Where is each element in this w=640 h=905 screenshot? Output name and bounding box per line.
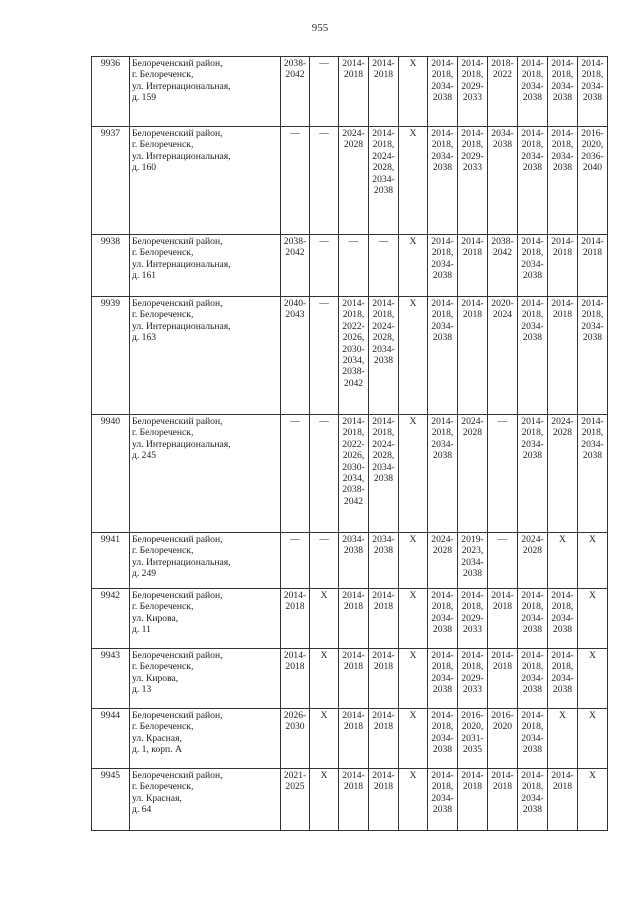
period-cell: 2014- 2018, 2034- 2038 bbox=[518, 769, 548, 831]
period-cell: 2014- 2018, 2034- 2038 bbox=[518, 235, 548, 297]
address-line: д. 249 bbox=[132, 568, 157, 580]
period-cell: 2014- 2018, 2024- 2028, 2034- 2038 bbox=[369, 127, 399, 235]
period-cell: — bbox=[310, 297, 339, 415]
period-cell: 2014- 2018, 2029- 2033 bbox=[458, 57, 488, 127]
period-cell: X bbox=[578, 533, 608, 589]
period-cell: 2016- 2020, 2031- 2035 bbox=[458, 709, 488, 769]
period-cell: 2034- 2038 bbox=[488, 127, 518, 235]
period-cell: 2014- 2018, 2029- 2033 bbox=[458, 649, 488, 709]
period-cell: 2014- 2018, 2034- 2038 bbox=[518, 649, 548, 709]
period-cell: — bbox=[281, 127, 310, 235]
period-cell: 2014- 2018, 2029- 2033 bbox=[458, 127, 488, 235]
period-cell: 2014- 2018 bbox=[548, 769, 578, 831]
period-cell: 2014- 2018 bbox=[488, 769, 518, 831]
address-line: г. Белореченск, bbox=[132, 139, 194, 151]
period-cell: 2034- 2038 bbox=[339, 533, 369, 589]
table-row bbox=[92, 57, 608, 127]
period-cell: 2014- 2018 bbox=[339, 57, 369, 127]
address-line: д. 11 bbox=[132, 624, 151, 636]
address-line: д. 13 bbox=[132, 684, 152, 696]
address-line: д. 64 bbox=[132, 804, 152, 816]
period-cell: 2038- 2042 bbox=[281, 57, 310, 127]
period-cell: 2014- 2018, 2034- 2038 bbox=[428, 127, 458, 235]
address-line: г. Белореченск, bbox=[132, 781, 194, 793]
period-cell: X bbox=[310, 709, 339, 769]
period-cell: — bbox=[369, 235, 399, 297]
address-line: д. 163 bbox=[132, 332, 157, 344]
period-cell: 2014- 2018, 2029- 2033 bbox=[458, 589, 488, 649]
period-cell: — bbox=[310, 415, 339, 533]
table-row bbox=[92, 415, 608, 533]
address-line: Белореченский район, bbox=[132, 58, 223, 69]
period-cell: 2021- 2025 bbox=[281, 769, 310, 831]
period-cell: X bbox=[548, 533, 578, 589]
period-cell: 2014- 2018, 2034- 2038 bbox=[428, 709, 458, 769]
period-cell: 2014- 2018 bbox=[369, 769, 399, 831]
period-cell: X bbox=[310, 589, 339, 649]
period-cell: 2014- 2018, 2034- 2038 bbox=[518, 127, 548, 235]
address-cell bbox=[130, 709, 281, 769]
address-line: д. 160 bbox=[132, 162, 157, 174]
period-cell: X bbox=[399, 649, 428, 709]
period-cell: X bbox=[399, 415, 428, 533]
address-cell bbox=[130, 127, 281, 235]
address-cell bbox=[130, 415, 281, 533]
period-cell: 2014- 2018, 2034- 2038 bbox=[518, 415, 548, 533]
address-line: ул. Кирова, bbox=[132, 612, 179, 624]
address-line: д. 161 bbox=[132, 270, 157, 282]
period-cell: 2014- 2018, 2034- 2038 bbox=[428, 589, 458, 649]
period-cell: 2014- 2018, 2024- 2028, 2034- 2038 bbox=[369, 415, 399, 533]
registry-table bbox=[91, 56, 608, 831]
period-cell: 2026- 2030 bbox=[281, 709, 310, 769]
period-cell: 2040- 2043 bbox=[281, 297, 310, 415]
period-cell: 2024- 2028 bbox=[518, 533, 548, 589]
period-cell: X bbox=[399, 769, 428, 831]
period-cell: 2014- 2018, 2034- 2038 bbox=[548, 589, 578, 649]
period-cell: 2020- 2024 bbox=[488, 297, 518, 415]
address-cell bbox=[130, 649, 281, 709]
period-cell: 2016- 2020 bbox=[488, 709, 518, 769]
address-cell bbox=[130, 297, 281, 415]
address-cell bbox=[130, 235, 281, 297]
period-cell: — bbox=[310, 235, 339, 297]
address-line: г. Белореченск, bbox=[132, 427, 194, 439]
address-line: ул. Интернациональная, bbox=[132, 150, 231, 162]
period-cell: — bbox=[488, 415, 518, 533]
period-cell: 2014- 2018, 2022- 2026, 2030- 2034, 2038- 2042 bbox=[339, 415, 369, 533]
row-number: 9944 bbox=[92, 709, 130, 769]
period-cell: 2014- 2018, 2034- 2038 bbox=[578, 415, 608, 533]
table-row bbox=[92, 127, 608, 235]
period-cell: 2014- 2018 bbox=[339, 589, 369, 649]
period-cell: X bbox=[399, 709, 428, 769]
address-line: г. Белореченск, bbox=[132, 247, 194, 259]
table-row bbox=[92, 533, 608, 589]
table-row bbox=[92, 589, 608, 649]
address-line: ул. Кирова, bbox=[132, 672, 179, 684]
period-cell: — bbox=[281, 415, 310, 533]
address-line: г. Белореченск, bbox=[132, 601, 194, 613]
period-cell: 2024- 2028 bbox=[458, 415, 488, 533]
period-cell: 2014- 2018, 2034- 2038 bbox=[548, 127, 578, 235]
address-line: ул. Интернациональная, bbox=[132, 556, 231, 568]
period-cell: 2014- 2018 bbox=[281, 649, 310, 709]
period-cell: 2014- 2018 bbox=[339, 769, 369, 831]
period-cell: 2014- 2018 bbox=[369, 589, 399, 649]
address-line: Белореченский район, bbox=[132, 416, 223, 427]
period-cell: 2034- 2038 bbox=[369, 533, 399, 589]
period-cell: 2014- 2018 bbox=[458, 235, 488, 297]
address-line: Белореченский район, bbox=[132, 298, 223, 309]
period-cell: 2014- 2018 bbox=[458, 769, 488, 831]
row-number: 9940 bbox=[92, 415, 130, 533]
period-cell: 2014- 2018 bbox=[369, 57, 399, 127]
period-cell: 2038- 2042 bbox=[281, 235, 310, 297]
page-number: 955 bbox=[311, 22, 329, 34]
period-cell: X bbox=[578, 589, 608, 649]
row-number: 9942 bbox=[92, 589, 130, 649]
period-cell: — bbox=[281, 533, 310, 589]
period-cell: 2014- 2018, 2034- 2038 bbox=[518, 57, 548, 127]
period-cell: 2014- 2018, 2034- 2038 bbox=[428, 769, 458, 831]
period-cell: 2014- 2018, 2034- 2038 bbox=[548, 649, 578, 709]
address-line: ул. Интернациональная, bbox=[132, 320, 231, 332]
period-cell: X bbox=[548, 709, 578, 769]
period-cell: 2014- 2018 bbox=[458, 297, 488, 415]
row-number: 9943 bbox=[92, 649, 130, 709]
period-cell: 2014- 2018, 2034- 2038 bbox=[428, 297, 458, 415]
row-number: 9945 bbox=[92, 769, 130, 831]
table-body bbox=[92, 57, 608, 831]
address-cell bbox=[130, 57, 281, 127]
address-line: Белореченский район, bbox=[132, 650, 223, 661]
period-cell: 2024- 2028 bbox=[548, 415, 578, 533]
period-cell: — bbox=[339, 235, 369, 297]
address-line: Белореченский район, bbox=[132, 590, 223, 601]
period-cell: X bbox=[578, 709, 608, 769]
period-cell: 2024- 2028 bbox=[339, 127, 369, 235]
period-cell: 2014- 2018 bbox=[369, 709, 399, 769]
address-line: г. Белореченск, bbox=[132, 721, 194, 733]
period-cell: 2014- 2018, 2034- 2038 bbox=[518, 297, 548, 415]
period-cell: 2018- 2022 bbox=[488, 57, 518, 127]
period-cell: — bbox=[310, 57, 339, 127]
period-cell: 2014- 2018, 2034- 2038 bbox=[428, 57, 458, 127]
period-cell: 2014- 2018, 2034- 2038 bbox=[518, 589, 548, 649]
period-cell: 2014- 2018, 2034- 2038 bbox=[518, 709, 548, 769]
period-cell: X bbox=[399, 297, 428, 415]
address-line: ул. Красная, bbox=[132, 732, 182, 744]
address-line: Белореченский район, bbox=[132, 770, 223, 781]
period-cell: X bbox=[578, 769, 608, 831]
address-line: г. Белореченск, bbox=[132, 661, 194, 673]
address-line: г. Белореченск, bbox=[132, 309, 194, 321]
row-number: 9937 bbox=[92, 127, 130, 235]
address-line: г. Белореченск, bbox=[132, 69, 194, 81]
period-cell: 2014- 2018 bbox=[488, 649, 518, 709]
period-cell: 2019- 2023, 2034- 2038 bbox=[458, 533, 488, 589]
period-cell: X bbox=[310, 769, 339, 831]
row-number: 9939 bbox=[92, 297, 130, 415]
address-line: Белореченский район, bbox=[132, 534, 223, 545]
period-cell: 2014- 2018 bbox=[578, 235, 608, 297]
table-row bbox=[92, 297, 608, 415]
address-line: г. Белореченск, bbox=[132, 545, 194, 557]
period-cell: X bbox=[399, 589, 428, 649]
period-cell: 2014- 2018, 2034- 2038 bbox=[548, 57, 578, 127]
period-cell: 2014- 2018, 2022- 2026, 2030- 2034, 2038- 2042 bbox=[339, 297, 369, 415]
period-cell: 2016- 2020, 2036- 2040 bbox=[578, 127, 608, 235]
address-line: ул. Интернациональная, bbox=[132, 438, 231, 450]
period-cell: 2014- 2018 bbox=[488, 589, 518, 649]
period-cell: 2014- 2018, 2024- 2028, 2034- 2038 bbox=[369, 297, 399, 415]
table-row bbox=[92, 235, 608, 297]
period-cell: 2014- 2018 bbox=[339, 709, 369, 769]
address-line: Белореченский район, bbox=[132, 128, 223, 139]
table-row bbox=[92, 649, 608, 709]
period-cell: 2024- 2028 bbox=[428, 533, 458, 589]
period-cell: — bbox=[488, 533, 518, 589]
address-line: д. 245 bbox=[132, 450, 157, 462]
address-line: Белореченский район, bbox=[132, 236, 223, 247]
period-cell: 2014- 2018 bbox=[369, 649, 399, 709]
address-cell bbox=[130, 769, 281, 831]
period-cell: X bbox=[399, 127, 428, 235]
address-line: д. 1, корп. А bbox=[132, 744, 182, 756]
address-line: ул. Интернациональная, bbox=[132, 258, 231, 270]
period-cell: — bbox=[310, 127, 339, 235]
period-cell: X bbox=[578, 649, 608, 709]
address-line: ул. Интернациональная, bbox=[132, 80, 231, 92]
period-cell: 2014- 2018, 2034- 2038 bbox=[428, 415, 458, 533]
period-cell: 2014- 2018, 2034- 2038 bbox=[428, 235, 458, 297]
period-cell: 2014- 2018 bbox=[548, 297, 578, 415]
address-line: д. 159 bbox=[132, 92, 157, 104]
table-row bbox=[92, 709, 608, 769]
address-line: Белореченский район, bbox=[132, 710, 223, 721]
period-cell: 2014- 2018, 2034- 2038 bbox=[428, 649, 458, 709]
row-number: 9936 bbox=[92, 57, 130, 127]
period-cell: X bbox=[399, 235, 428, 297]
period-cell: X bbox=[310, 649, 339, 709]
table-row bbox=[92, 769, 608, 831]
period-cell: 2014- 2018 bbox=[281, 589, 310, 649]
period-cell: 2014- 2018, 2034- 2038 bbox=[578, 297, 608, 415]
period-cell: 2014- 2018 bbox=[339, 649, 369, 709]
address-cell bbox=[130, 589, 281, 649]
period-cell: — bbox=[310, 533, 339, 589]
row-number: 9941 bbox=[92, 533, 130, 589]
period-cell: 2014- 2018, 2034- 2038 bbox=[578, 57, 608, 127]
row-number: 9938 bbox=[92, 235, 130, 297]
period-cell: 2014- 2018 bbox=[548, 235, 578, 297]
period-cell: 2038- 2042 bbox=[488, 235, 518, 297]
period-cell: X bbox=[399, 57, 428, 127]
address-line: ул. Красная, bbox=[132, 792, 182, 804]
period-cell: X bbox=[399, 533, 428, 589]
address-cell bbox=[130, 533, 281, 589]
